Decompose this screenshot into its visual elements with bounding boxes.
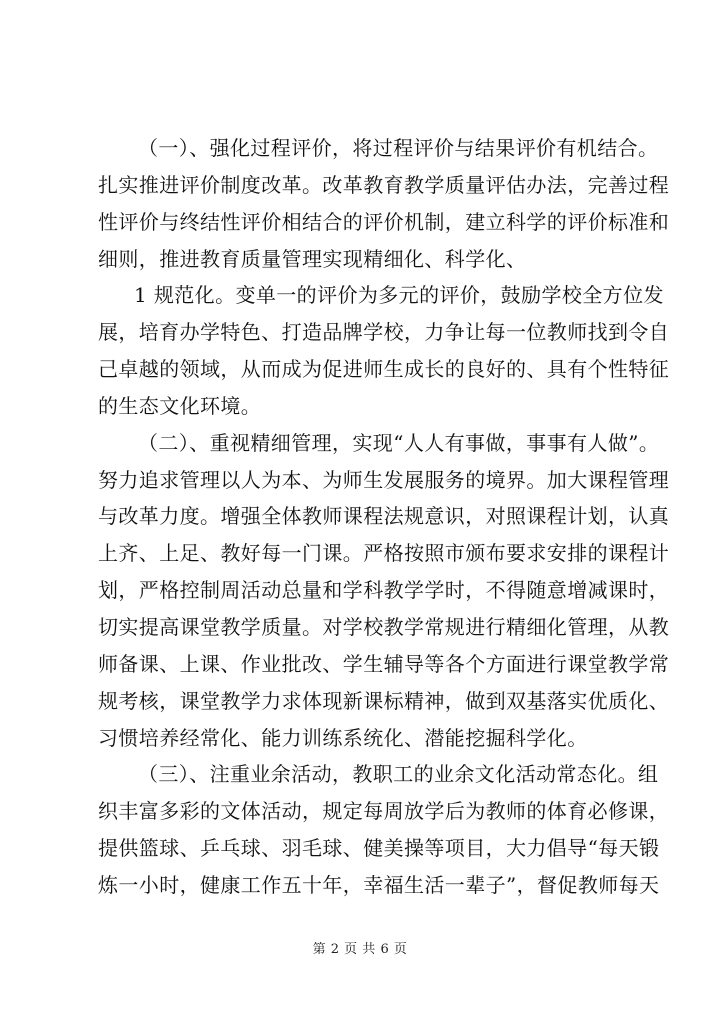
paragraph-3-line-5: 划，严格控制周活动总量和学科教学学时，不得随意增减课时， [98,578,670,603]
paragraph-3-heading-line: （二）、重视精细管理，实现“人人有事做，事事有人做”。 [138,430,660,455]
paragraph-4-line-4: 炼一小时，健康工作五十年，幸福生活一辈子”，督促教师每天 [98,872,660,897]
paragraph-3-line-3: 与改革力度。增强全体教师课程法规意识，对照课程计划，认真 [98,504,670,529]
paragraph-4-line-3: 提供篮球、乒乓球、羽毛球、健美操等项目，大力倡导“每天锻 [98,836,660,861]
paragraph-3-line-4: 上齐、上足、教好每一门课。严格按照市颁布要求安排的课程计 [98,541,670,566]
paragraph-1-heading-line: （一）、强化过程评价，将过程评价与结果评价有机结合。 [138,136,659,160]
paragraph-3-line-9: 习惯培养经常化、能力训练系统化、潜能挖掘科学化。 [98,725,588,750]
paragraph-4-heading-line: （三）、注重业余活动，教职工的业余文化活动常态化。组 [138,762,659,787]
paragraph-4-line-2: 织丰富多彩的文体活动，规定每周放学后为教师的体育必修课， [98,799,670,824]
paragraph-3-line-2: 努力追求管理以人为本、为师生发展服务的境界。加大课程管理 [98,467,670,492]
paragraph-3-line-8: 规考核，课堂教学力求体现新课标精神，做到双基落实优质化、 [98,688,670,713]
paragraph-2-line-1: 1 规范化。变单一的评价为多元的评价，鼓励学校全方位发 [134,283,664,308]
paragraph-2-line-3: 己卓越的领域，从而成为促进师生成长的良好的、具有个性特征 [98,357,670,382]
paragraph-2-line-2: 展，培育办学特色、打造品牌学校，力争让每一位教师找到令自 [98,320,670,345]
paragraph-1-line-3: 性评价与终结性评价相结合的评价机制，建立科学的评价标准和 [98,209,670,234]
document-body [98,130,670,904]
paragraph-3-line-7: 师备课、上课、作业批改、学生辅导等各个方面进行课堂教学常 [98,651,670,676]
paragraph-3-line-6: 切实提高课堂教学质量。对学校教学常规进行精细化管理，从教 [98,614,670,639]
paragraph-1-line-4: 细则，推进教育质量管理实现精细化、科学化、 [98,246,527,271]
paragraph-2-line-4: 的生态文化环境。 [98,393,262,418]
page-number-footer: 第 2 页 共 6 页 [312,942,408,957]
paragraph-1-line-2: 扎实推进评价制度改革。改革教育教学质量评估办法，完善过程 [98,172,670,197]
